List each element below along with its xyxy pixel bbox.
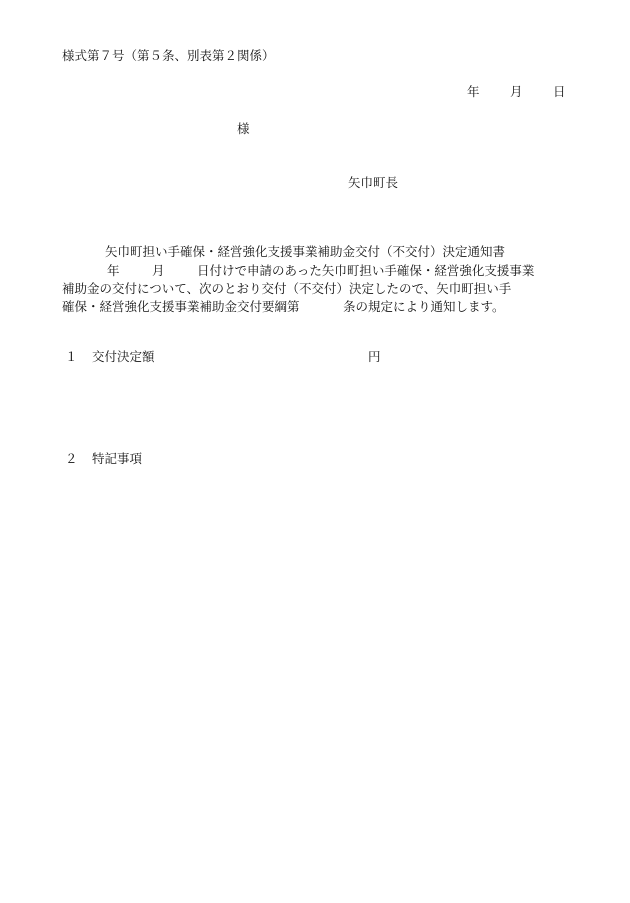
issuer-title: 矢巾町長 (348, 175, 399, 190)
body-year-label: 年 (107, 263, 120, 278)
item-2-label: 特記事項 (92, 451, 143, 466)
body-line-3-start: 確保・経営強化支援事業補助金交付要綱第 (62, 299, 300, 314)
body-month-label: 月 (152, 263, 165, 278)
date-day-label: 日 (553, 84, 566, 99)
form-number: 様式第７号（第５条、別表第２関係） (62, 48, 275, 63)
notice-title: 矢巾町担い手確保・経営強化支援事業補助金交付（不交付）決定通知書 (105, 244, 506, 259)
item-1-label: 交付決定額 (92, 349, 155, 364)
addressee-honorific: 様 (237, 121, 250, 136)
body-line-2: 補助金の交付について、次のとおり交付（不交付）決定したので、矢巾町担い手 (62, 281, 512, 296)
item-1-number: １ (65, 349, 78, 364)
body-line-3-end: 条の規定により通知します。 (343, 299, 505, 314)
item-1-unit: 円 (368, 349, 381, 364)
item-2-number: ２ (65, 451, 78, 466)
date-year-label: 年 (467, 84, 480, 99)
date-month-label: 月 (510, 84, 523, 99)
body-line-1: 日付けで申請のあった矢巾町担い手確保・経営強化支援事業 (197, 263, 535, 278)
